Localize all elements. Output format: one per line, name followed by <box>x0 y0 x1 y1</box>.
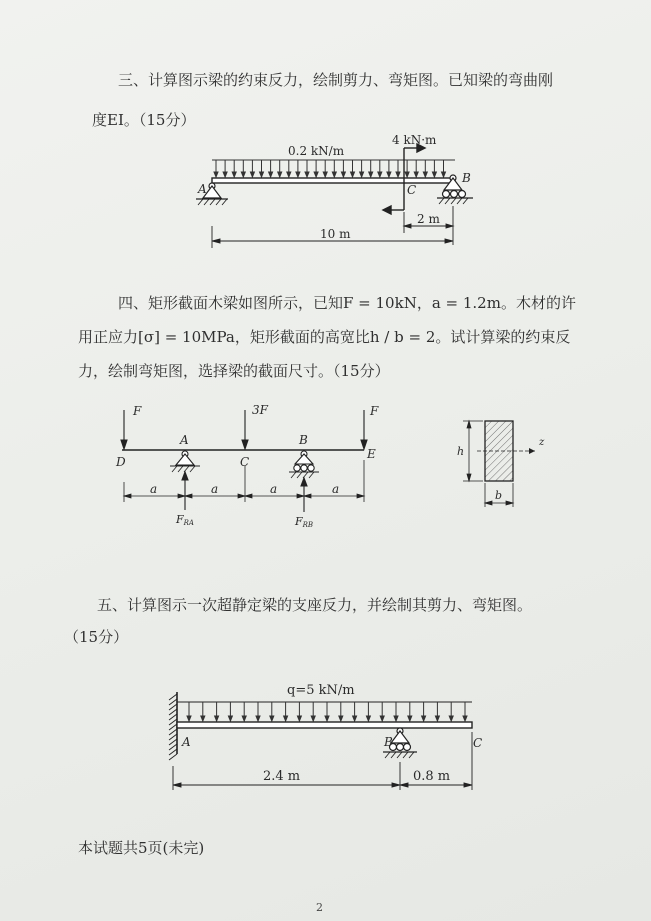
dim-a-1: a <box>150 482 158 496</box>
problem4-cross-section <box>455 415 555 515</box>
fixed-support <box>169 694 177 760</box>
footer-note: 本试题共5页(未完) <box>78 839 205 857</box>
load-arrow-head <box>353 716 357 721</box>
problem3-beam-diagram <box>180 128 480 253</box>
load-arrow-head <box>201 716 205 721</box>
wall-hatch <box>169 704 177 710</box>
problem5-beam-diagram <box>155 668 485 798</box>
load-arrow-head <box>278 172 282 177</box>
wall-hatch <box>169 714 177 720</box>
load-arrow-head <box>214 172 218 177</box>
load-arrow-head <box>378 172 382 177</box>
force-mid-label: 3F <box>252 403 268 417</box>
load-arrow-head <box>422 716 426 721</box>
force-left-label: F <box>133 404 142 418</box>
problem5-line2: （15分） <box>64 628 129 646</box>
load-arrow-head <box>442 172 446 177</box>
page-number: 2 <box>316 901 323 914</box>
beam <box>212 178 455 183</box>
load-arrow-head <box>463 716 467 721</box>
load-label: q=5 kN/m <box>287 683 355 698</box>
load-arrow-head <box>435 716 439 721</box>
load-arrow-head <box>297 716 301 721</box>
wall-hatch <box>169 699 177 705</box>
section-h-label: h <box>457 445 465 458</box>
load-arrow-head <box>449 716 453 721</box>
load-arrow-head <box>380 716 384 721</box>
wall-hatch <box>169 744 177 750</box>
load-arrow-head <box>223 172 227 177</box>
point-e-label: E <box>367 447 376 461</box>
load-arrow-head <box>432 172 436 177</box>
dim-ab-label: 2.4 m <box>263 769 301 784</box>
force-right-label: F <box>370 404 379 418</box>
load-arrow-head <box>325 716 329 721</box>
load-arrow-head <box>260 172 264 177</box>
force-arrows <box>121 410 367 449</box>
load-arrow-head <box>241 172 245 177</box>
load-arrow-head <box>366 716 370 721</box>
load-arrow-head <box>323 172 327 177</box>
problem5-line1: 五、计算图示一次超静定梁的支座反力，并绘制其剪力、弯矩图。 <box>97 596 533 614</box>
wall-hatch <box>169 739 177 745</box>
load-arrow-head <box>250 172 254 177</box>
reaction-a-label: FRA <box>176 513 194 527</box>
load-arrow-head <box>387 172 391 177</box>
load-arrow-head <box>332 172 336 177</box>
load-arrow-head <box>287 172 291 177</box>
dim-a-3: a <box>270 482 278 496</box>
wall-hatch <box>169 694 177 700</box>
load-arrow-head <box>311 716 315 721</box>
load-arrow-head <box>296 172 300 177</box>
load-label: 0.2 kN/m <box>288 144 345 158</box>
dim-cb-label: 2 m <box>417 212 440 226</box>
load-arrow-head <box>408 716 412 721</box>
wall-hatch <box>169 734 177 740</box>
load-arrow-head <box>414 172 418 177</box>
problem3-line1: 三、计算图示梁的约束反力，绘制剪力、弯矩图。已知梁的弯曲刚 <box>118 71 554 89</box>
load-arrow-head <box>187 716 191 721</box>
load-arrow-head <box>405 172 409 177</box>
point-c-label: C <box>407 183 417 197</box>
section-b-label: b <box>495 489 503 502</box>
load-arrow-head <box>314 172 318 177</box>
point-c-label: C <box>473 736 483 750</box>
load-arrow-head <box>351 172 355 177</box>
load-arrow-head <box>423 172 427 177</box>
load-arrow-head <box>215 716 219 721</box>
point-b-label: B <box>462 171 471 185</box>
dim-a-4: a <box>332 482 340 496</box>
support-a <box>170 451 200 466</box>
problem3-line2: 度EI。（15分） <box>92 111 196 129</box>
point-a-label: A <box>198 182 207 196</box>
point-a-label: A <box>182 735 191 749</box>
distributed-load <box>187 702 467 721</box>
wall-hatch <box>169 749 177 755</box>
dim-bc-label: 0.8 m <box>413 769 451 784</box>
load-arrow-head <box>396 172 400 177</box>
point-c-label: C <box>240 455 250 469</box>
wall-hatch <box>169 709 177 715</box>
load-arrow-head <box>394 716 398 721</box>
load-arrow-head <box>360 172 364 177</box>
problem4-line1: 四、矩形截面木梁如图所示，已知F = 10kN，a = 1.2m。木材的许 <box>118 294 576 312</box>
wall-hatch <box>169 719 177 725</box>
point-a-label: A <box>180 433 189 447</box>
load-arrow-head <box>305 172 309 177</box>
load-arrow-head <box>228 716 232 721</box>
moment-label: 4 kN·m <box>392 133 437 147</box>
reaction-b-label: FRB <box>295 515 314 529</box>
support-b <box>289 451 319 472</box>
load-arrow-head <box>242 716 246 721</box>
load-arrow-head <box>369 172 373 177</box>
section-z-label: z <box>539 437 545 448</box>
point-b-label: B <box>384 735 393 749</box>
load-arrow-head <box>341 172 345 177</box>
load-arrow-head <box>232 172 236 177</box>
dim-total-label: 10 m <box>320 227 351 241</box>
problem4-line2: 用正应力[σ] = 10MPa，矩形截面的高宽比h / b = 2。试计算梁的约束反 <box>78 328 571 346</box>
reaction-arrows <box>182 472 307 512</box>
wall-hatch <box>169 724 177 730</box>
problem4-beam-diagram <box>110 400 390 530</box>
point-b-label: B <box>299 433 308 447</box>
load-arrow-head <box>339 716 343 721</box>
beam <box>177 722 472 728</box>
load-arrow-head <box>270 716 274 721</box>
dim-a-2: a <box>211 482 219 496</box>
problem4-line3: 力，绘制弯矩图，选择梁的截面尺寸。（15分） <box>78 362 390 380</box>
load-arrow-head <box>256 716 260 721</box>
load-arrow-head <box>269 172 273 177</box>
wall-hatch <box>169 754 177 760</box>
point-d-label: D <box>116 455 126 469</box>
wall-hatch <box>169 729 177 735</box>
load-arrow-head <box>284 716 288 721</box>
